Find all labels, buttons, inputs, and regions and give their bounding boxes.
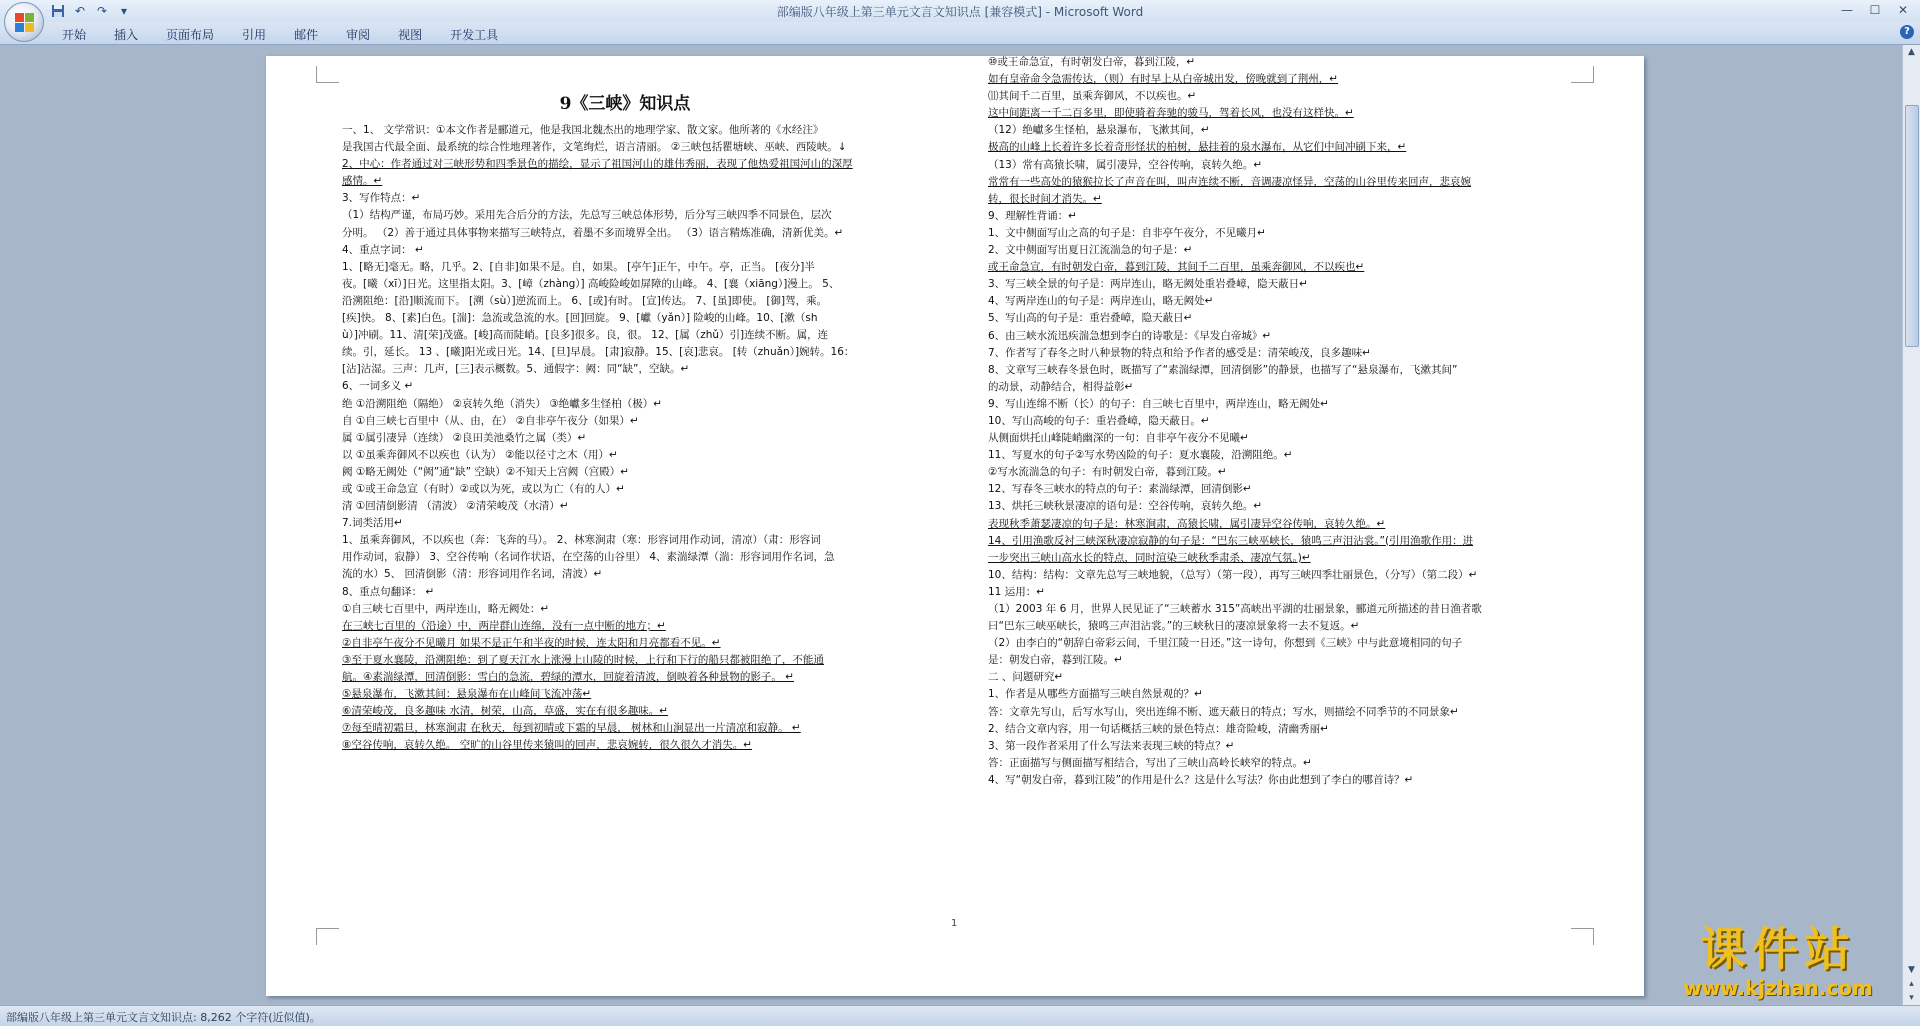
margin-corner-bottom-left (316, 928, 339, 945)
text-line: 5、写山高的句子是：重岩叠嶂，隐天蔽日↵ (988, 312, 1193, 325)
text-line: ⑦每至晴初霜旦，林寒涧肃 在秋天，每到初晴或下霜的早晨， 树林和山涧显出一片清凉和寂静。 ↵ (342, 722, 801, 735)
tab-page-layout[interactable]: 页面布局 (166, 28, 215, 42)
text-line: 4、重点字词： ↵ (342, 243, 424, 256)
text-line: 阙 ①略无阙处（“阙”通“缺” 空缺）②不知天上宫阙（宫殿）↵ (342, 465, 630, 478)
text-line: 的动景，动静结合，相得益彰↵ (988, 380, 1134, 393)
text-line: 2、中心：作者通过对三峡形势和四季景色的描绘，显示了祖国河山的雄伟秀丽，表现了他热爱祖国河山的深厚 (342, 158, 853, 171)
text-line: 一步突出三峡山高水长的特点，同时渲染三峡秋季肃杀、凄凉气氛。)↵ (988, 551, 1311, 564)
text-line: 8、重点句翻译： ↵ (342, 585, 435, 598)
text-line: 10、结构：结构：文章先总写三峡地貌，（总写）（第一段），再写三峡四季壮丽景色，（分写）（第二段）↵ (988, 568, 1478, 581)
text-line: 4、写两岸连山的句子是：两岸连山，略无阙处↵ (988, 295, 1214, 308)
text-line: 7.词类活用↵ (342, 517, 403, 530)
save-icon[interactable] (50, 3, 66, 19)
title-bar (0, 0, 1920, 22)
text-line: 感情。↵ (342, 175, 383, 188)
status-text: 部编版八年级上第三单元文言文知识点: 8,262 个字符(近似值)。 (6, 1011, 321, 1024)
text-line: 航。④素湍绿潭，回清倒影：雪白的急流，碧绿的潭水，回旋着清波，倒映着各种景物的影子。 ↵ (342, 671, 795, 683)
text-line: （1）结构严谨，布局巧妙。采用先合后分的方法，先总写三峡总体形势，后分写三峡四季不同景色，层次 (342, 209, 832, 222)
undo-icon[interactable]: ↶ (74, 4, 86, 18)
text-line: 1、作者是从哪些方面描写三峡自然景观的？↵ (988, 688, 1203, 701)
window-controls (1834, 1, 1916, 19)
page-number: 1 (951, 918, 958, 929)
text-line: 续。引，延长。 13 、[曦]阳光或日光。14、[旦]早晨。 [肃]寂静。15、[哀]悲哀。 [转（zhuǎn）]婉转。16： (342, 346, 855, 359)
tab-mailings[interactable]: 邮件 (294, 28, 319, 42)
text-line: 表现秋季萧瑟凄凉的句子是：林寒涧肃，高猿长啸，属引凄异空谷传响，哀转久绝。↵ (988, 517, 1386, 530)
text-line: （13）常有高猿长啸，属引凄异，空谷传响，哀转久绝。↵ (988, 158, 1263, 171)
text-line: 一、1、 文学常识：①本文作者是郦道元，他是我国北魏杰出的地理学家、散文家。他所著的《水经注》 (342, 124, 824, 136)
text-line: （12）绝巘多生怪柏，悬泉瀑布，飞漱其间，↵ (988, 124, 1210, 137)
text-line: 以 ①虽乘奔御风不以疾也（认为） ②能以径寸之木（用）↵ (342, 448, 618, 461)
text-line: 14、引用渔歌反衬三峡深秋凄凉寂静的句子是：“巴东三峡巫峡长，猿鸣三声泪沾裳。”(引用渔歌作用：进 (988, 534, 1474, 547)
margin-corner-top-right (1571, 66, 1594, 83)
text-line: 是我国古代最全面、最系统的综合性地理著作，文笔绚烂，语言清丽。 ②三峡包括瞿塘峡、巫峡、西陵峡。↓ (342, 141, 847, 154)
text-line: 用作动词，寂静） 3、空谷传响（名词作状语，在空荡的山谷里） 4、素湍绿潭（湍：形容词用作名词，急 (342, 551, 835, 564)
text-line: 这中间距离一千二百多里，即使骑着奔驰的骏马，驾着长风，也没有这样快。↵ (988, 107, 1354, 120)
text-line: 答：文章先写山，后写水写山，突出连绵不断、遮天蔽日的特点；写水，则描绘不同季节的不同景象↵ (988, 705, 1459, 718)
text-line: 绝 ①沿溯阻绝（隔绝） ②哀转久绝（消失） ③绝巘多生怪柏（极）↵ (342, 397, 663, 410)
watermark-title: 课件站 (1700, 922, 1856, 976)
customize-toolbar-icon[interactable]: ▾ (120, 4, 128, 18)
next-page-icon[interactable]: ▾ (1909, 993, 1914, 1003)
text-line: 1、[略无]毫无。略，几乎。2、[自非]如果不是。自，如果。 [亭午]正午，中午。亭，正当。 [夜分]半 (342, 260, 815, 273)
text-line: （1）2003 年 6 月，世界人民见证了“三峡蓄水 315”高峡出平湖的壮丽景象，郦道元所描述的昔日渔者歌 (988, 603, 1482, 615)
text-line: 8、文章写三峡春冬景色时，既描写了“素湍绿潭，回清倒影”的静景，也描写了“悬泉瀑布，飞漱其间” (988, 363, 1458, 376)
text-line: ②自非亭午夜分不见曦月 如果不是正午和半夜的时候，连太阳和月亮都看不见。↵ (342, 636, 721, 649)
text-line: 7、作者写了春冬之时八种景物的特点和给予作者的感受是：清荣峻茂，良多趣味↵ (988, 346, 1371, 359)
text-line: 从侧面烘托山峰陡峭幽深的一句：自非亭午夜分不见曦↵ (988, 432, 1249, 445)
help-icon[interactable]: ? (1900, 25, 1914, 39)
previous-page-icon[interactable]: ▴ (1909, 979, 1914, 989)
text-line: 13、烘托三峡秋景凄凉的语句是：空谷传响，哀转久绝。↵ (988, 500, 1263, 513)
text-line: 2、文中侧面写出夏日江流湍急的句子是：↵ (988, 244, 1193, 257)
text-line: 或王命急宣，有时朝发白帝，暮到江陵，其间千二百里，虽乘奔御风，不以疾也↵ (988, 261, 1365, 274)
text-line: 流的水）5、 回清倒影（清：形容词用作名词，清波）↵ (342, 568, 603, 581)
text-line: 属 ①属引凄异（连续） ②良田美池桑竹之属（类）↵ (342, 431, 587, 444)
text-line: 在三峡七百里的（沿途）中，两岸群山连绵，没有一点中断的地方；↵ (342, 619, 666, 632)
text-line: 9、理解性背诵：↵ (988, 209, 1077, 222)
text-line: 12、写春冬三峡水的特点的句子：素湍绿潭，回清倒影↵ (988, 483, 1252, 496)
document-page[interactable] (266, 56, 1644, 996)
office-logo-icon (15, 13, 33, 31)
close-button[interactable]: ✕ (1897, 3, 1909, 17)
text-line: ⑩或王命急宣，有时朝发白帝，暮到江陵，↵ (988, 56, 1196, 68)
text-line: [疾]快。 8、[素]白色。[湍]：急流或急流的水。[回]回旋。 9、[巘（yǎn）] 险峻的山峰。10、[漱（sh (342, 312, 818, 325)
scroll-up-icon[interactable]: ▲ (1908, 47, 1915, 57)
text-line: 1、虽乘奔御风，不以疾也（奔：飞奔的马）。 2、林寒涧肃（寒：形容词用作动词，清凉）（肃：形容词 (342, 534, 821, 547)
vertical-scrollbar[interactable] (1902, 45, 1920, 1005)
text-line: 6、一词多义 ↵ (342, 380, 414, 393)
text-line: 2、结合文章内容，用一句话概括三峡的景色特点：雄奇险峻，清幽秀丽↵ (988, 722, 1329, 735)
text-line: 二 、问题研究↵ (988, 671, 1064, 684)
text-line: 10、写山高峻的句子：重岩叠嶂，隐天蔽日。↵ (988, 414, 1210, 427)
status-bar (0, 1005, 1920, 1026)
text-line: 自 ①自三峡七百里中（从、由，在） ②自非亭午夜分（如果）↵ (342, 414, 639, 427)
text-line: 夜。[曦（xī）]日光。这里指太阳。3、[嶂（zhàng）] 高峻险峻如屏障的山峰。 4、[襄（xiāng）]漫上。 5、 (342, 277, 840, 290)
margin-corner-bottom-right (1571, 928, 1594, 945)
text-line: 是：朝发白帝，暮到江陵。↵ (988, 654, 1123, 667)
text-line: 4、写“朝发白帝，暮到江陵”的作用是什么？这是什么写法？你由此想到了李白的哪首诗？↵ (988, 773, 1414, 786)
text-line: 11 运用：↵ (988, 585, 1045, 598)
text-line: 分明。 （2）善于通过具体事物来描写三峡特点，着墨不多而境界全出。 （3）语言精炼准确，清新优美。↵ (342, 226, 844, 239)
text-line: 9、写山连绵不断（长）的句子：自三峡七百里中，两岸连山，略无阙处↵ (988, 397, 1329, 410)
window-title: 部编版八年级上第三单元文言文知识点 [兼容模式] - Microsoft Word (776, 5, 1144, 19)
text-line: ⑤悬泉瀑布，飞漱其间：悬泉瀑布在山峰间飞流冲荡↵ (342, 688, 592, 701)
left-column (342, 86, 908, 754)
text-line: 或 ①或王命急宣（有时）②或以为死，或以为亡（有的人）↵ (342, 482, 625, 495)
text-line: ⑾其间千二百里，虽乘奔御风，不以疾也。↵ (988, 90, 1197, 103)
left-column-lines (342, 122, 908, 754)
text-line: 6、由三峡水流迅疾湍急想到李白的诗歌是：《早发白帝城》↵ (988, 329, 1272, 342)
scroll-down-icon[interactable]: ▼ (1908, 965, 1915, 975)
document-title: 9《三峡》知识点 (559, 94, 691, 114)
text-line: 常常有一些高处的猿猴拉长了声音在叫，叫声连续不断，音调凄凉怪异，空荡的山谷里传来回声，悲哀婉 (988, 175, 1471, 188)
minimize-button[interactable]: — (1841, 3, 1853, 17)
text-line: 转，很长时间才消失。↵ (988, 192, 1102, 205)
redo-icon[interactable]: ↷ (96, 4, 108, 18)
right-column (988, 54, 1570, 789)
tab-insert[interactable]: 插入 (114, 28, 139, 42)
text-line: 3、第一段作者采用了什么写法来表现三峡的特点？↵ (988, 739, 1235, 752)
text-line: 曰“巴东三峡巫峡长，猿鸣三声泪沾裳。”的三峡秋日的凄凉景象将一去不复返。↵ (988, 620, 1360, 633)
text-line: 清 ①回清倒影清 （清波） ②清荣峻茂（水清）↵ (342, 500, 569, 513)
text-line: ⑥清荣峻茂，良多趣味 水清，树荣，山高，草盛，实在有很多趣味。↵ (342, 705, 669, 718)
text-line: ③至于夏水襄陵，沿溯阻绝：到了夏天江水上涨漫上山陵的时候，上行和下行的船只都被阻绝了，不能通 (342, 653, 824, 666)
text-line: ①自三峡七百里中，两岸连山，略无阙处：↵ (342, 602, 550, 615)
text-line: 3、写三峡全景的句子是：两岸连山，略无阙处重岩叠嶂，隐天蔽日↵ (988, 278, 1308, 291)
text-line: ②写水流湍急的句子：有时朝发白帝，暮到江陵。↵ (988, 466, 1227, 479)
tab-review[interactable]: 审阅 (346, 28, 371, 42)
quick-access-toolbar (50, 2, 132, 20)
text-line: [沾]沾湿。三声：几声，[三]表示概数。5、通假字：阙：同“缺”，空缺。↵ (342, 363, 690, 376)
text-line: （2）由李白的“朝辞白帝彩云间，千里江陵一日还。”这一诗句，你想到《三峡》中与此意境相同的句子 (988, 637, 1463, 650)
text-line: ⑧空谷传响，哀转久绝。 空旷的山谷里传来猿叫的回声，悲哀婉转，很久很久才消失。↵ (342, 739, 753, 752)
maximize-button[interactable]: ☐ (1869, 3, 1881, 17)
margin-corner-top-left (316, 66, 339, 83)
text-line: 极高的山峰上长着许多长着奇形怪状的柏树，悬挂着的泉水瀑布，从它们中间冲刷下来，↵ (988, 141, 1407, 154)
office-button[interactable] (4, 2, 44, 42)
text-line: 1、文中侧面写山之高的句子是：自非亭午夜分，不见曦月↵ (988, 226, 1266, 239)
scrollbar-thumb[interactable] (1905, 105, 1919, 347)
text-line: 沿溯阻绝：[沿]顺流而下。 [溯（sù）]逆流而上。 6、[或]有时。 [宣]传达。 7、[虽]即使。 [御]驾，乘。 (342, 294, 828, 307)
text-line: 答：正面描写与侧面描写相结合，写出了三峡山高岭长峡窄的特点。↵ (988, 756, 1312, 769)
right-column-lines (988, 54, 1570, 789)
tab-developer[interactable]: 开发工具 (450, 28, 499, 42)
tab-references[interactable]: 引用 (242, 28, 267, 42)
ribbon-tab-bar (0, 22, 1920, 45)
text-line: 如有皇帝命令急需传达，（则）有时早上从白帝城出发，傍晚就到了荆州，↵ (988, 73, 1339, 86)
watermark-url: www.kjzhan.com (1683, 976, 1873, 1000)
tab-home[interactable]: 开始 (62, 28, 87, 42)
text-line: ù）]冲刷。11、清[荣]茂盛。[峻]高而陡峭。[良多]很多。良，很。 12、[属（zhǔ）引]连续不断。属，连 (342, 329, 829, 342)
text-line: 3、写作特点：↵ (342, 192, 421, 205)
ribbon-tabs (48, 24, 512, 44)
tab-view[interactable]: 视图 (398, 28, 423, 42)
text-line: 11、写夏水的句子②写水势凶险的句子：夏水襄陵，沿溯阻绝。↵ (988, 449, 1293, 462)
kjzhan-watermark (1658, 922, 1898, 1006)
